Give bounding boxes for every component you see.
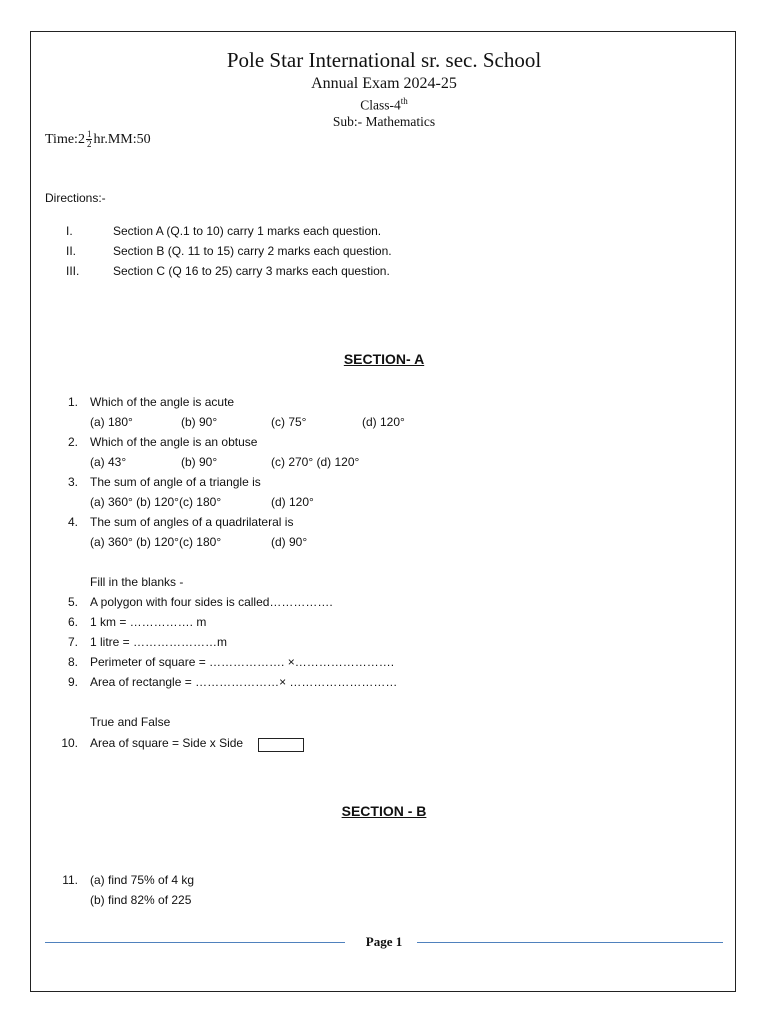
time-marks	[45, 130, 151, 149]
true-false-heading: True and False	[90, 715, 171, 729]
direction-text: Section A (Q.1 to 10) carry 1 marks each question.	[113, 224, 382, 238]
option: (a) 43°	[90, 455, 127, 469]
question-part: (a) find 75% of 4 kg	[90, 873, 195, 887]
question-number: 9.	[67, 675, 78, 689]
page-number: Page 1	[365, 934, 403, 949]
question-number: 1.	[67, 395, 78, 409]
class-superscript: th	[400, 96, 408, 106]
fraction-numerator: 1	[86, 129, 92, 139]
time-fraction	[86, 130, 93, 149]
question-text: A polygon with four sides is called…………….	[90, 595, 333, 609]
question-number: 3.	[67, 475, 78, 489]
question-text: Area of square = Side x Side	[90, 736, 244, 750]
option: (a) 180°	[90, 415, 133, 429]
fill-blanks-heading: Fill in the blanks -	[90, 575, 184, 589]
option: (b) 90°	[181, 455, 218, 469]
school-name: Pole Star International sr. sec. School	[226, 48, 542, 72]
question-text: Area of rectangle = …………………× ………………………	[90, 675, 398, 689]
direction-number: I.	[66, 224, 73, 238]
subject-label: Sub:- Mathematics	[332, 114, 436, 129]
option: (c) 75°	[271, 415, 307, 429]
option: (d) 120°	[362, 415, 405, 429]
section-b-heading: SECTION - B	[341, 803, 427, 819]
class-text: Class-4	[360, 97, 401, 113]
direction-number: III.	[66, 264, 80, 278]
question-number: 10.	[61, 736, 78, 750]
direction-text: Section C (Q 16 to 25) carry 3 marks each question.	[113, 264, 390, 278]
class-label	[0, 96, 768, 114]
question-text: 1 litre = …………………m	[90, 635, 228, 649]
answer-box	[258, 738, 304, 752]
option: (a) 360° (b) 120°(c) 180°	[90, 535, 222, 549]
question-number: 6.	[67, 615, 78, 629]
time-prefix: Time:2	[45, 131, 85, 147]
direction-number: II.	[66, 244, 77, 258]
directions-title: Directions:-	[45, 191, 106, 205]
question-number: 11.	[62, 873, 78, 887]
option: (b) 90°	[181, 415, 218, 429]
section-a-heading: SECTION- A	[343, 351, 425, 367]
option: (a) 360° (b) 120°(c) 180°	[90, 495, 222, 509]
question-text: 1 km = ……………. m	[90, 615, 207, 629]
question-text: The sum of angle of a triangle is	[90, 475, 261, 489]
question-text: Which of the angle is acute	[90, 395, 235, 409]
exam-title: Annual Exam 2024-25	[311, 75, 457, 92]
option: (d) 120°	[271, 495, 314, 509]
question-number: 8.	[67, 655, 78, 669]
question-text: Which of the angle is an obtuse	[90, 435, 258, 449]
question-part: (b) find 82% of 225	[90, 893, 192, 907]
direction-text: Section B (Q. 11 to 15) carry 2 marks each question.	[113, 244, 392, 258]
question-number: 7.	[67, 635, 78, 649]
question-number: 4.	[67, 515, 78, 529]
question-number: 2.	[67, 435, 78, 449]
option: (c) 270° (d) 120°	[271, 455, 360, 469]
question-text: The sum of angles of a quadrilateral is	[90, 515, 294, 529]
time-suffix: hr.MM:50	[93, 131, 151, 147]
fraction-denominator: 2	[86, 139, 92, 149]
question-text: Perimeter of square = ………………. ×…………………….	[90, 655, 395, 669]
option: (d) 90°	[271, 535, 308, 549]
question-number: 5.	[67, 595, 78, 609]
page-border	[30, 31, 736, 992]
